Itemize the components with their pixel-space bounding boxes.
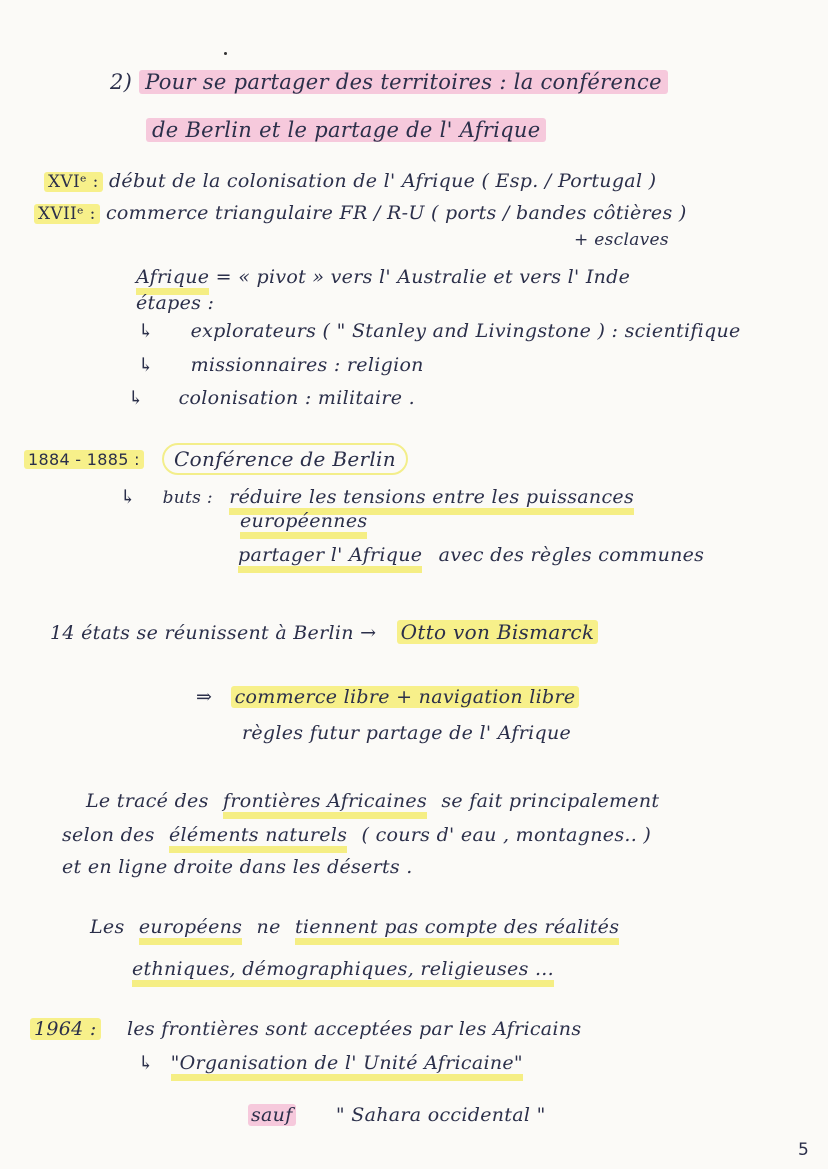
europeens-1a: Les (90, 916, 125, 938)
heading-text-2: de Berlin et le partage de l' Afrique (146, 118, 546, 142)
etats-text: 14 états se réunissent à Berlin → (50, 622, 377, 644)
europeens-1b: européens (139, 916, 242, 945)
page-number: 5 (798, 1140, 809, 1160)
heading-line-2 (146, 118, 546, 142)
goal-1a: réduire les tensions entre les puissances (229, 486, 634, 515)
xvi-label: XVIᵉ : (44, 172, 103, 192)
xvii-plus: + esclaves (574, 230, 669, 250)
sauf-word: sauf (248, 1104, 296, 1126)
y1964-text: les frontières sont acceptées par les Africains (126, 1018, 582, 1040)
bismarck: Otto von Bismarck (397, 620, 599, 644)
step-3 (128, 387, 415, 409)
buts-label: buts : (162, 488, 213, 508)
xvii-line (34, 202, 687, 224)
oua-name: "Organisation de l' Unité Africaine" (171, 1052, 523, 1081)
step-3-text: colonisation : militaire . (178, 387, 415, 409)
arrow-icon: ↳ (120, 486, 137, 508)
result-text-1: commerce libre + navigation libre (231, 686, 580, 708)
afrique-word: Afrique (136, 266, 209, 295)
berlin-date-text: 1884 - 1885 : (24, 450, 144, 469)
frontieres-1a: Le tracé des (86, 790, 209, 812)
frontieres-2c: ( cours d' eau , montagnes.. ) (361, 824, 652, 846)
step-2-text: missionnaires : religion (190, 354, 424, 376)
berlin-title-line (162, 447, 408, 471)
goal-1b-line (240, 510, 367, 532)
heading-number: 2) (110, 70, 133, 94)
xvi-text: début de la colonisation de l' Afrique ( Esp. / Portugal ) (108, 170, 657, 192)
berlin-title: Conférence de Berlin (162, 443, 408, 475)
double-arrow-icon: ⇒ (196, 686, 213, 708)
step-1-text: explorateurs ( " Stanley and Livingstone ) : scientifique (190, 320, 741, 342)
goal-2a: partager l' Afrique (238, 544, 422, 573)
europeens-2: ethniques, démographiques, religieuses ... (132, 958, 554, 987)
goal-2-line (238, 544, 704, 566)
y1964-date: 1964 : (30, 1018, 101, 1040)
frontieres-line-1 (86, 790, 659, 812)
frontieres-line-2 (62, 824, 651, 846)
result-line-1 (196, 686, 579, 708)
result-line-2: règles futur partage de l' Afrique (242, 722, 572, 744)
etapes-label: étapes : (136, 292, 215, 314)
frontieres-1b: frontières Africaines (223, 790, 427, 819)
heading-text-1: Pour se partager des territoires : la conférence (139, 70, 668, 94)
step-2 (138, 354, 424, 376)
afrique-pivot: = « pivot » vers l' Australie et vers l' Inde (215, 266, 631, 288)
europeens-1d: tiennent pas compte des réalités (295, 916, 619, 945)
goal-2b: avec des règles communes (438, 544, 705, 566)
frontieres-1c: se fait principalement (441, 790, 660, 812)
europeens-1c: ne (256, 916, 281, 938)
frontieres-line-3: et en ligne droite dans les déserts . (62, 856, 413, 878)
heading-line-1 (110, 70, 668, 94)
arrow-icon: ↳ (128, 387, 145, 409)
oua-line (138, 1052, 523, 1074)
sauf-line (248, 1104, 546, 1126)
goal-1b: européennes (240, 510, 367, 539)
afrique-line (136, 266, 630, 288)
europeens-line-2 (132, 958, 554, 980)
ink-dot (224, 52, 227, 55)
step-1 (138, 320, 741, 342)
frontieres-2b: éléments naturels (169, 824, 347, 853)
arrow-icon: ↳ (138, 320, 155, 342)
buts-line (120, 486, 634, 508)
arrow-icon: ↳ (138, 1052, 155, 1074)
frontieres-2a: selon des (62, 824, 155, 846)
sahara: " Sahara occidental " (335, 1104, 546, 1126)
xvii-text: commerce triangulaire FR / R-U ( ports / bandes côtières ) (105, 202, 687, 224)
etats-line (50, 620, 598, 644)
y1964-line (30, 1018, 581, 1040)
arrow-icon: ↳ (138, 354, 155, 376)
xvii-label: XVIIᵉ : (34, 204, 100, 224)
xvi-line (44, 170, 656, 192)
europeens-line-1 (90, 916, 619, 938)
berlin-date (24, 450, 144, 469)
